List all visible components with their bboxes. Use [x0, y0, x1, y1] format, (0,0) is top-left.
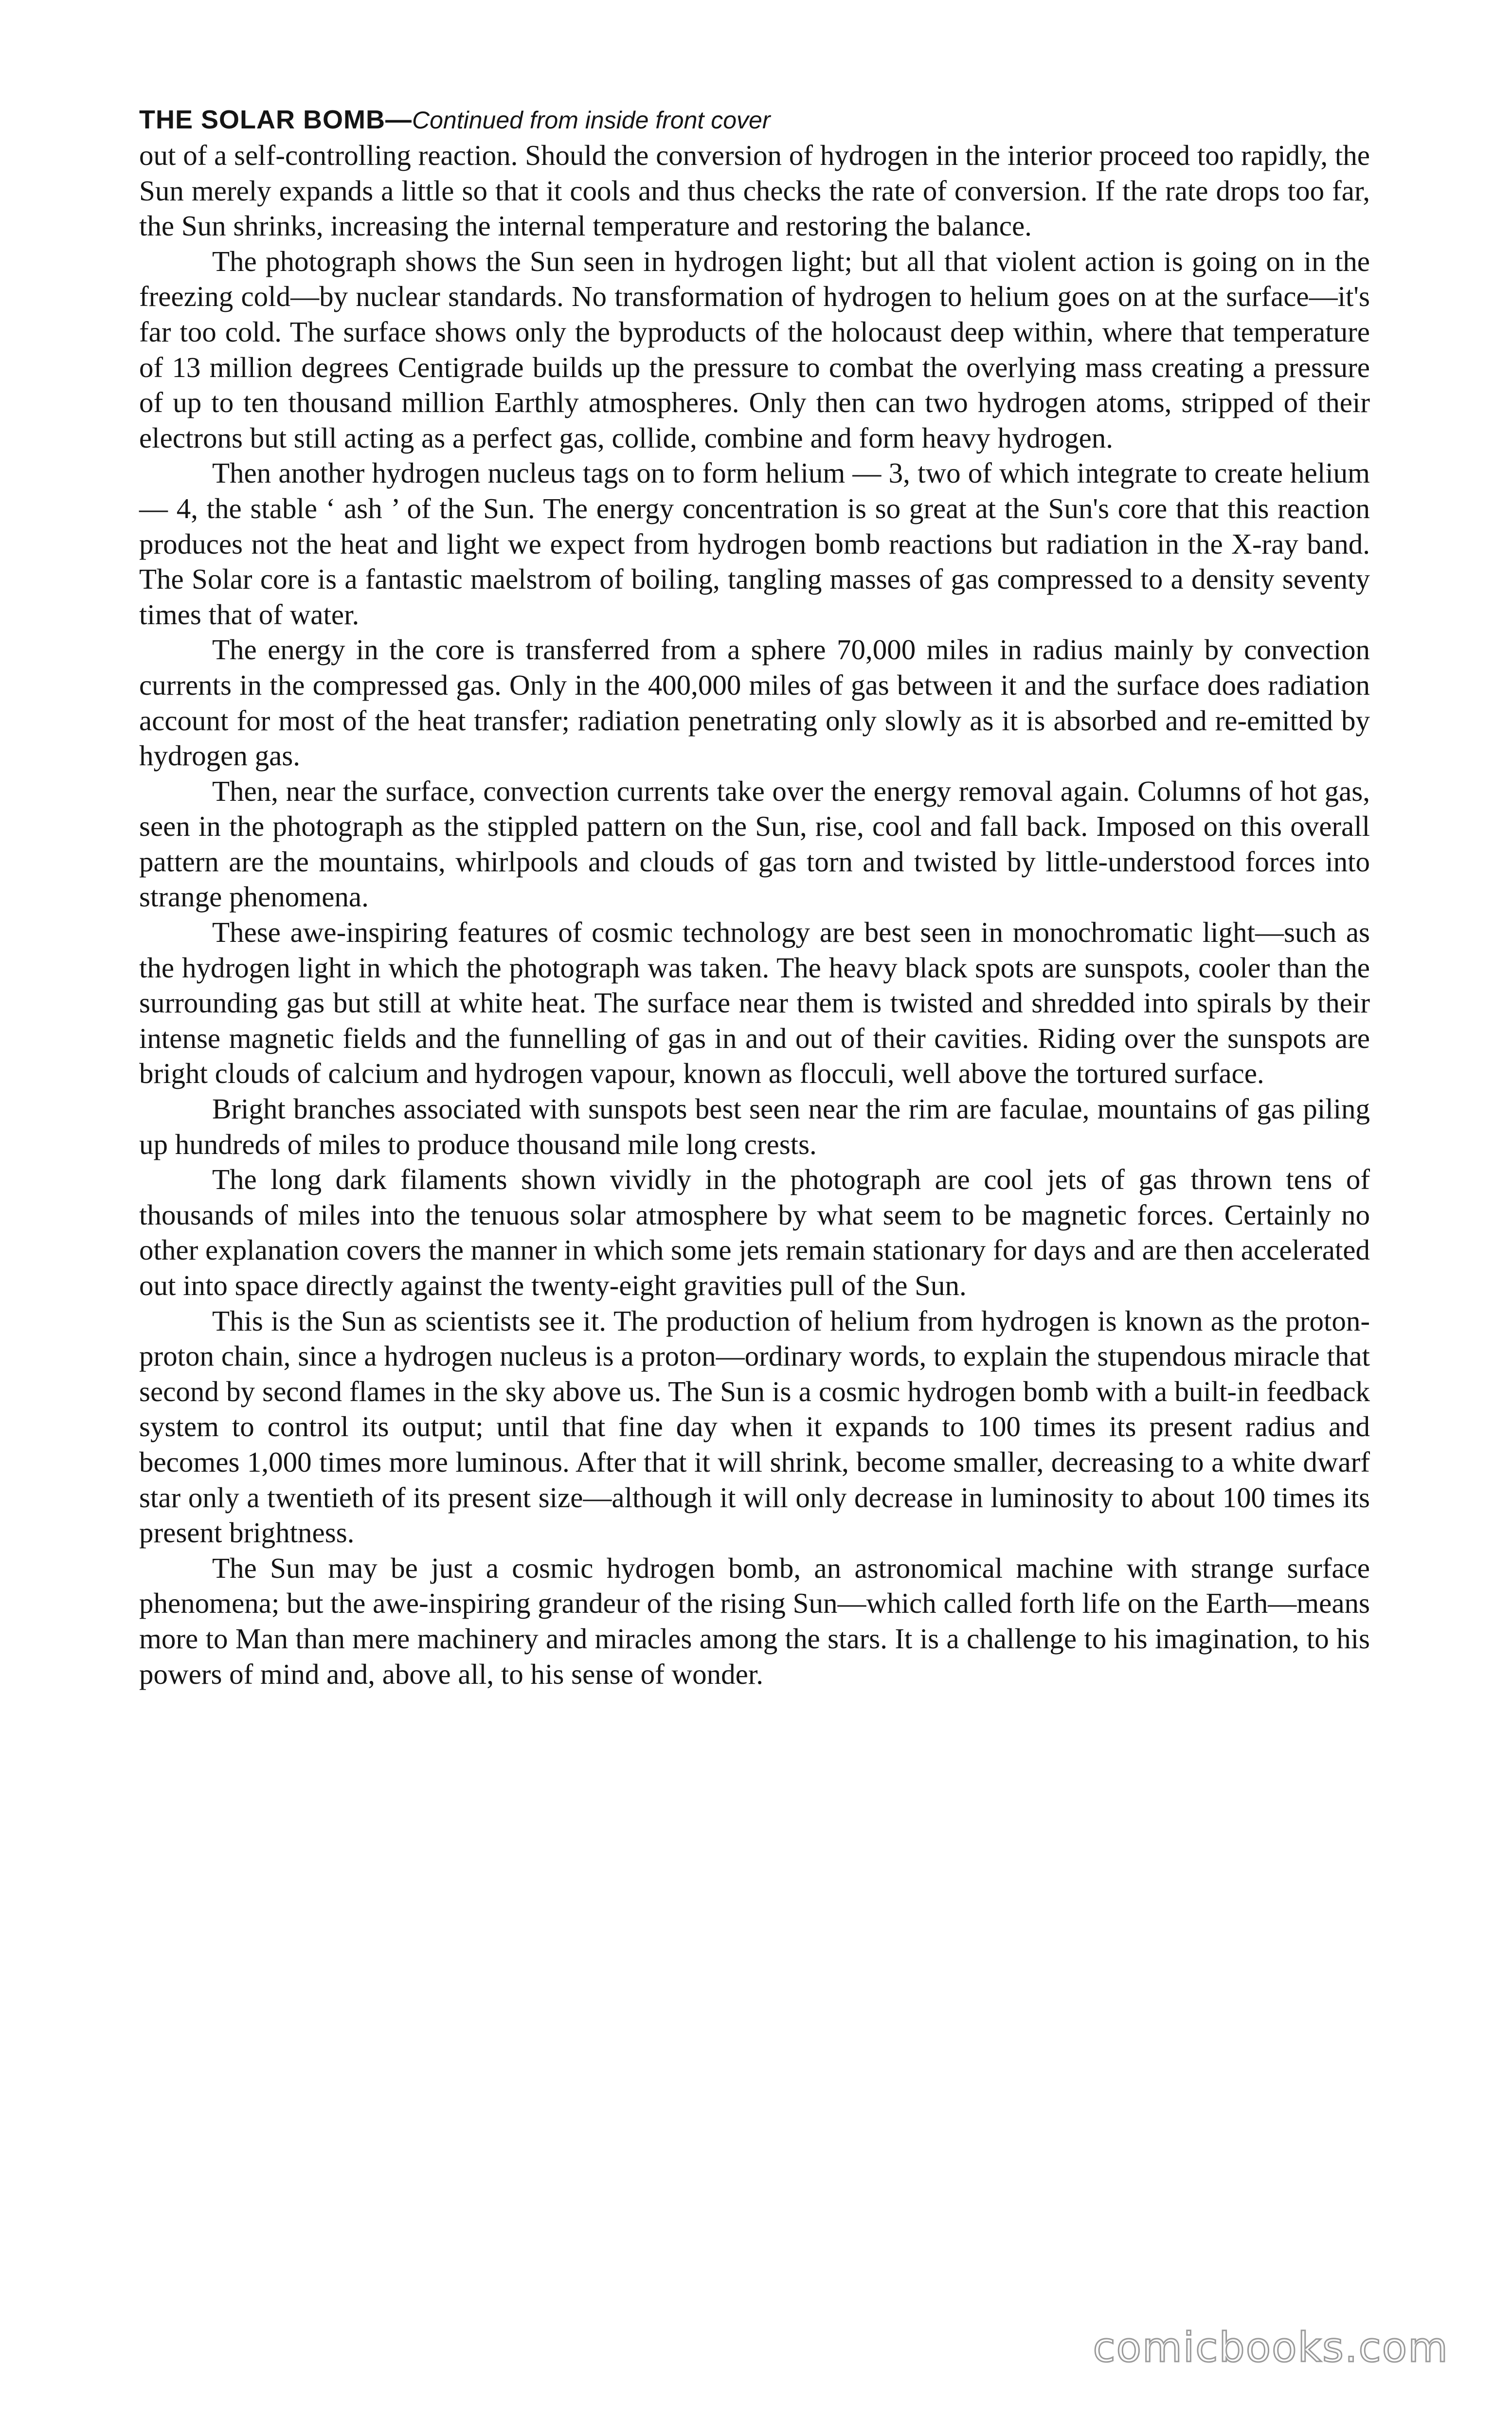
paragraph-9: This is the Sun as scientists see it. The production of helium from hydrogen is known as the proton-proton chain, since a hydrogen nucleus is a proton—ordinary words, to explain the stupendous miracle that second by second flames in the sky above us. The Sun is a cosmic hydrogen bomb with a built-in feedback system to control its output; until that fine day when it expands to 100 times its present radius and becomes 1,000 times more luminous. After that it will shrink, become smaller, decreasing to a white dwarf star only a twentieth of its present size—although it will only decrease in luminosity to about 100 times its present brightness. — [139, 1304, 1370, 1549]
continued-note: Continued from inside front cover — [412, 107, 771, 134]
paragraph-7: Bright branches associated with sunspots best seen near the rim are faculae, mountains of gas piling up hundreds of miles to produce thousand mile long crests. — [139, 1093, 1370, 1160]
header-dash: — — [385, 105, 412, 134]
watermark: comicbooks.com — [1093, 2324, 1449, 2371]
paragraph-6: These awe-inspiring features of cosmic technology are best seen in monochromatic light—such as the hydrogen light in which the photograph was taken. The heavy black spots are sunspots, cooler than the surrounding gas but still at white heat. The surface near them is twisted and shredded into spirals by their intense magnetic fields and the funnelling of gas in and out of their cavities. Riding over the sunspots are bright clouds of calcium and hydrogen vapour, known as flocculi, well above the tortured surface. — [139, 916, 1370, 1090]
article-title: THE SOLAR BOMB — [139, 105, 385, 134]
paragraph-4: The energy in the core is transferred from a sphere 70,000 miles in radius mainly by convection currents in the compressed gas. Only in the 400,000 miles of gas between it and the surface does radiation account for most of the heat transfer; radiation penetrating only slowly as it is absorbed and re-emitted by hydrogen gas. — [139, 633, 1370, 772]
paragraph-1: out of a self-controlling reaction. Should the conversion of hydrogen in the interior proceed too rapidly, the Sun merely expands a little so that it cools and thus checks the rate of conversion. If the rate drops too far, the Sun shrinks, increasing the internal temperature and restoring the balance. — [139, 139, 1370, 242]
article-header — [139, 102, 1370, 138]
paragraph-10: The Sun may be just a cosmic hydrogen bomb, an astronomical machine with strange surface phenomena; but the awe-inspiring grandeur of the rising Sun—which called forth life on the Earth—means more to Man than mere machinery and miracles among the stars. It is a challenge to his imagination, to his powers of mind and, above all, to his sense of wonder. — [139, 1551, 1370, 1690]
paragraph-5: Then, near the surface, convection currents take over the energy removal again. Columns of hot gas, seen in the photograph as the stippled pattern on the Sun, rise, cool and fall back. Imposed on this overall pattern are the mountains, whirlpools and clouds of gas torn and twisted by little-understood forces into strange phenomena. — [139, 775, 1370, 913]
paragraph-3: Then another hydrogen nucleus tags on to form helium — 3, two of which integrate to create helium — 4, the stable ‘ ash ’ of the Sun. The energy concentration is so great at the Sun's core that this reaction produces not the heat and light we expect from hydrogen bomb reactions but radiation in the X-ray band. The Solar core is a fantastic maelstrom of boiling, tangling masses of gas compressed to a density seventy times that of water. — [139, 457, 1370, 631]
article-body — [139, 138, 1370, 1692]
paragraph-8: The long dark filaments shown vividly in the photograph are cool jets of gas thrown tens of thousands of miles into the tenuous solar atmosphere by what seem to be magnetic forces. Certainly no other explanation covers the manner in which some jets remain stationary for days and are then accelerated out into space directly against the twenty-eight gravities pull of the Sun. — [139, 1163, 1370, 1301]
article — [139, 102, 1370, 1692]
paragraph-2: The photograph shows the Sun seen in hydrogen light; but all that violent action is going on in the freezing cold—by nuclear standards. No transformation of hydrogen to helium goes on at the surface—it's far too cold. The surface shows only the byproducts of the holocaust deep within, where that temperature of 13 million degrees Centigrade builds up the pressure to combat the overlying mass creating a pressure of up to ten thousand million Earthly atmospheres. Only then can two hydrogen atoms, stripped of their electrons but still acting as a perfect gas, collide, combine and form heavy hydrogen. — [139, 245, 1370, 454]
